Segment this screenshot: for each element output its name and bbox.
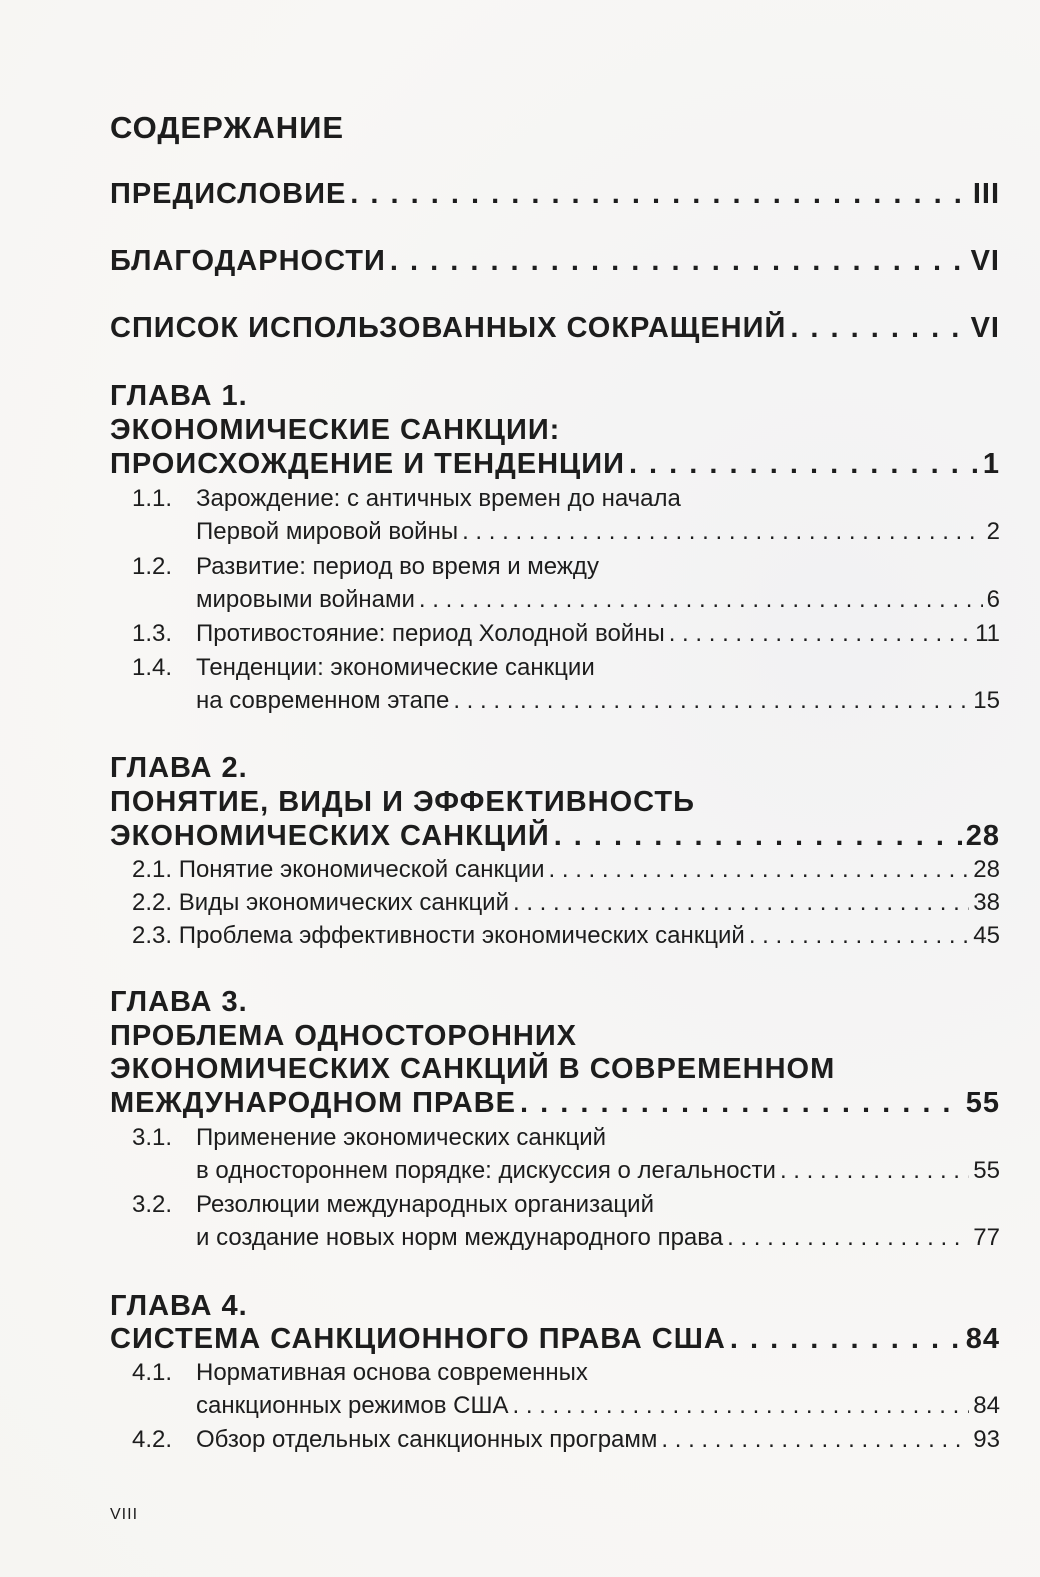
section-number: 1.3.: [132, 620, 173, 647]
entry-page: VI: [970, 312, 1000, 344]
entry-page: 1: [982, 448, 1000, 480]
entry-page: III: [972, 178, 1000, 210]
section-number: 2.2.: [132, 889, 173, 916]
entry-label: Противостояние: период Холодной войны: [196, 620, 665, 647]
toc-entry-section-4-2[interactable]: [196, 1426, 1000, 1454]
section-number: 4.2.: [132, 1426, 173, 1453]
entry-label: БЛАГОДАРНОСТИ: [110, 245, 386, 277]
leader-dots: [629, 448, 979, 481]
entry-label: ПРОИСХОЖДЕНИЕ И ТЕНДЕНЦИИ: [110, 448, 625, 480]
toc-entry-section-3-2[interactable]: [196, 1224, 1000, 1252]
section-title: Проблема эффективности экономических санкций: [178, 922, 745, 949]
section-title-line: Тенденции: экономические санкции: [196, 654, 595, 681]
chapter-4-label: ГЛАВА 4.: [110, 1290, 248, 1322]
section-number: 3.1.: [132, 1124, 173, 1151]
leader-dots: [513, 889, 969, 917]
toc-entry-section-2-2[interactable]: [132, 889, 1000, 917]
leader-dots: [790, 312, 966, 345]
entry-page: VI: [970, 245, 1000, 277]
section-title-line: Резолюции международных организаций: [196, 1191, 654, 1218]
leader-dots: [730, 1323, 962, 1356]
section-title: Виды экономических санкций: [178, 889, 509, 916]
section-title-line: Зарождение: с античных времен до начала: [196, 485, 681, 512]
chapter-3-title-line: ЭКОНОМИЧЕСКИХ САНКЦИЙ В СОВРЕМЕННОМ: [110, 1053, 836, 1085]
entry-page: 28: [965, 820, 1000, 852]
leader-dots: [462, 518, 983, 546]
section-title-line: Нормативная основа современных: [196, 1359, 588, 1386]
entry-label: санкционных режимов США: [196, 1392, 509, 1419]
chapter-2-title-line: ПОНЯТИЕ, ВИДЫ И ЭФФЕКТИВНОСТЬ: [110, 786, 695, 818]
entry-page: 84: [973, 1392, 1000, 1419]
entry-label: [132, 922, 745, 950]
toc-entry-section-4-1[interactable]: [196, 1392, 1000, 1420]
toc-entry-abbreviations[interactable]: [110, 312, 1000, 345]
leader-dots: [727, 1224, 969, 1252]
leader-dots: [350, 178, 969, 211]
leader-dots: [520, 1087, 962, 1120]
entry-page: 38: [973, 889, 1000, 916]
entry-label: [132, 856, 545, 884]
section-title-line: Развитие: период во время и между: [196, 553, 599, 580]
entry-page: 55: [965, 1087, 1000, 1119]
leader-dots: [749, 922, 969, 950]
leader-dots: [780, 1157, 969, 1185]
entry-page: 84: [965, 1323, 1000, 1355]
toc-entry-section-1-3[interactable]: [196, 620, 1000, 648]
leader-dots: [549, 856, 970, 884]
leader-dots: [419, 586, 983, 614]
section-number: 2.3.: [132, 922, 173, 949]
section-number: 1.4.: [132, 654, 173, 681]
section-number: 1.1.: [132, 485, 173, 512]
leader-dots: [453, 687, 969, 715]
entry-label: Обзор отдельных санкционных программ: [196, 1426, 658, 1453]
toc-entry-preface[interactable]: [110, 178, 1000, 211]
entry-label: МЕЖДУНАРОДНОМ ПРАВЕ: [110, 1087, 517, 1119]
entry-page: 45: [973, 922, 1000, 949]
toc-entry-chapter-4[interactable]: [110, 1323, 1000, 1356]
toc-entry-chapter-2[interactable]: [110, 820, 1000, 853]
toc-entry-chapter-1[interactable]: [110, 448, 1000, 481]
chapter-3-title-line: ПРОБЛЕМА ОДНОСТОРОННИХ: [110, 1020, 578, 1052]
entry-page: 28: [973, 856, 1000, 883]
entry-label: ЭКОНОМИЧЕСКИХ САНКЦИЙ: [110, 820, 550, 852]
entry-page: 93: [973, 1426, 1000, 1453]
entry-label: ПРЕДИСЛОВИЕ: [110, 178, 347, 210]
entry-label: Первой мировой войны: [196, 518, 459, 545]
leader-dots: [669, 620, 971, 648]
leader-dots: [513, 1392, 970, 1420]
entry-page: 11: [975, 620, 1000, 647]
section-number: 4.1.: [132, 1359, 173, 1386]
entry-page: 77: [973, 1224, 1000, 1251]
toc-entry-section-3-1[interactable]: [196, 1157, 1000, 1185]
leader-dots: [554, 820, 962, 853]
section-title-line: Применение экономических санкций: [196, 1124, 607, 1151]
section-number: 2.1.: [132, 856, 173, 883]
entry-page: 55: [973, 1157, 1000, 1184]
entry-label: [132, 889, 509, 917]
section-title: Понятие экономической санкции: [178, 856, 545, 883]
toc-entry-section-1-4[interactable]: [196, 687, 1000, 715]
section-number: 1.2.: [132, 553, 173, 580]
toc-entry-chapter-3[interactable]: [110, 1087, 1000, 1120]
chapter-1-title-line: ЭКОНОМИЧЕСКИЕ САНКЦИИ:: [110, 414, 561, 446]
page-number: VIII: [110, 1506, 139, 1523]
entry-page: 6: [986, 586, 1000, 613]
entry-label: мировыми войнами: [196, 586, 415, 613]
entry-label: СИСТЕМА САНКЦИОННОГО ПРАВА США: [110, 1323, 726, 1355]
entry-label: на современном этапе: [196, 687, 450, 714]
chapter-3-label: ГЛАВА 3.: [110, 986, 248, 1018]
toc-entry-acknowledgements[interactable]: [110, 245, 1000, 278]
leader-dots: [661, 1426, 969, 1454]
entry-label: и создание новых норм международного права: [196, 1224, 724, 1251]
page-title: СОДЕРЖАНИЕ: [110, 110, 345, 145]
section-number: 3.2.: [132, 1191, 173, 1218]
entry-page: 2: [986, 518, 1000, 545]
leader-dots: [390, 245, 967, 278]
toc-entry-section-1-1[interactable]: [196, 518, 1000, 546]
toc-entry-section-2-3[interactable]: [132, 922, 1000, 950]
toc-entry-section-1-2[interactable]: [196, 586, 1000, 614]
entry-label: СПИСОК ИСПОЛЬЗОВАННЫХ СОКРАЩЕНИЙ: [110, 312, 787, 344]
entry-label: в одностороннем порядке: дискуссия о легальности: [196, 1157, 776, 1184]
entry-page: 15: [973, 687, 1000, 714]
toc-entry-section-2-1[interactable]: [132, 856, 1000, 884]
chapter-2-label: ГЛАВА 2.: [110, 752, 248, 784]
chapter-1-label: ГЛАВА 1.: [110, 380, 248, 412]
